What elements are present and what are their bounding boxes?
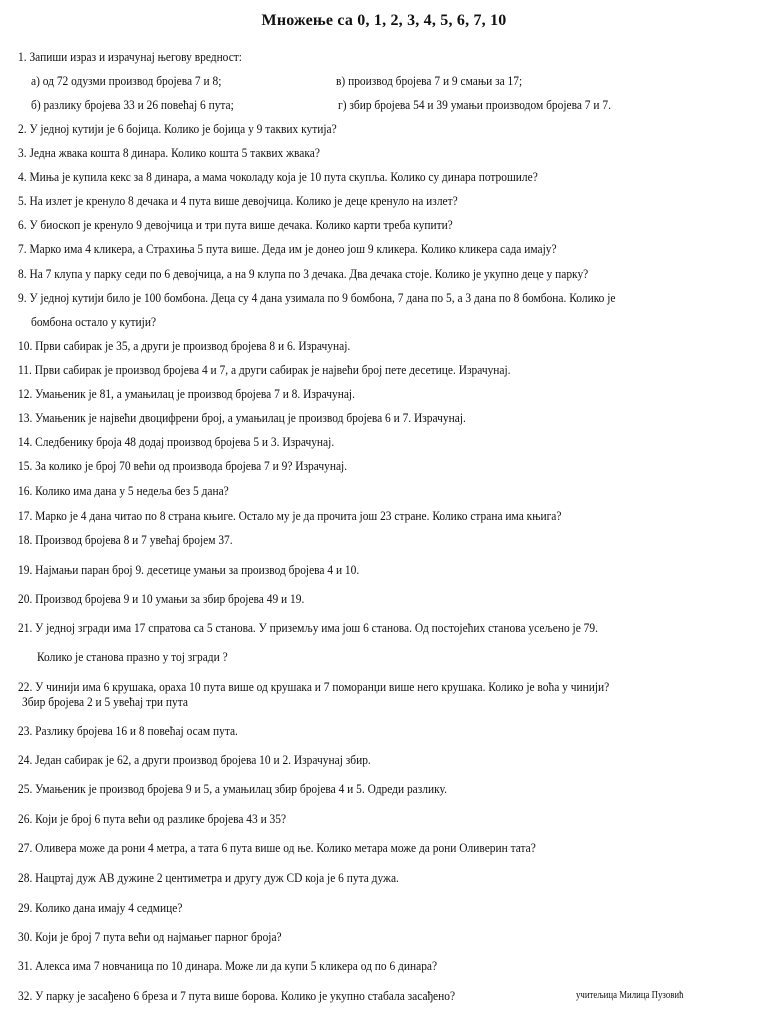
task-1v: в) производ бројева 7 и 9 смањи за 17; [336, 73, 523, 88]
task-31: 31. Алекса има 7 новчаница по 10 динара. Може ли да купи 5 кликера од по 6 динара? [18, 958, 438, 973]
task-28: 28. Нацртај дуж АВ дужине 2 центиметра и другу дуж CD која је 6 пута дужа. [18, 870, 399, 885]
task-12: 12. Умањеник је 81, а умањилац је производ бројева 7 и 8. Израчунај. [18, 386, 355, 401]
task-7: 7. Марко има 4 кликера, а Страхиња 5 пута више. Деда им је донео још 9 кликера. Колико кликера сада имају? [18, 241, 557, 256]
task-4: 4. Миња је купила кекс за 8 динара, а мама чоколаду која је 10 пута скупља. Колико су динара потрошиле? [18, 169, 538, 184]
task-9-line-2: бомбона остало у кутији? [31, 314, 157, 329]
task-25: 25. Умањеник је производ бројева 9 и 5, а умањилац збир бројева 4 и 5. Одреди разлику. [18, 781, 447, 796]
task-9-line-1: 9. У једној кутији било је 100 бомбона. Деца су 4 дана узимала по 9 бомбона, 7 дана по 5, а 3 дана по 8 бомбона. Колико је [18, 290, 616, 305]
task-1a: а) од 72 одузми производ бројева 7 и 8; [31, 73, 222, 88]
task-8: 8. На 7 клупа у парку седи по 6 девојчица, а на 9 клупа по 3 дечака. Два дечака стоје. Колико је укупно деце у парку? [18, 266, 589, 281]
task-26: 26. Који је број 6 пута већи од разлике бројева 43 и 35? [18, 811, 287, 826]
task-29: 29. Колико дана имају 4 седмице? [18, 900, 183, 915]
task-18: 18. Производ бројева 8 и 7 увећај бројем 37. [18, 532, 233, 547]
task-3: 3. Једна жвака кошта 8 динара. Колико кошта 5 таквих жвака? [18, 145, 320, 160]
task-22-line-2: Збир бројева 2 и 5 увећај три пута [22, 694, 188, 709]
task-27: 27. Оливера може да рони 4 метра, а тата 6 пута више од ње. Колико метара може да рони Оливерин тата? [18, 840, 536, 855]
task-20: 20. Производ бројева 9 и 10 умањи за збир бројева 49 и 19. [18, 591, 305, 606]
task-17: 17. Марко је 4 дана читао по 8 страна књиге. Остало му је да прочита још 23 стране. Колико страна има књига? [18, 508, 562, 523]
author-signature: учитељица Милица Пузовић [576, 990, 684, 1001]
task-1b: б) разлику бројева 33 и 26 повећај 6 пута; [31, 97, 234, 112]
task-19: 19. Најмањи паран број 9. десетице умањи за производ бројева 4 и 10. [18, 562, 360, 577]
task-14: 14. Следбенику броја 48 додај производ бројева 5 и 3. Израчунај. [18, 434, 335, 449]
task-16: 16. Колико има дана у 5 недеља без 5 дана? [18, 483, 229, 498]
task-13: 13. Умањеник је највећи двоцифрени број, а умањилац је производ бројева 6 и 7. Израчунај. [18, 410, 466, 425]
task-10: 10. Први сабирак је 35, а други је производ бројева 8 и 6. Израчунај. [18, 338, 351, 353]
task-6: 6. У биоскоп је кренуло 9 девојчица и три пута више дечака. Колико карти треба купити? [18, 217, 453, 232]
task-30: 30. Који је број 7 пута већи од најмањег парног броја? [18, 929, 282, 944]
task-32: 32. У парку је засађено 6 бреза и 7 пута више борова. Колико је укупно стабала засађено? [18, 988, 456, 1003]
task-5: 5. На излет је кренуло 8 дечака и 4 пута више девојчица. Колико је деце кренуло на излет? [18, 193, 458, 208]
task-21-line-2: Колико је станова празно у тој згради ? [37, 649, 228, 664]
task-11: 11. Први сабирак је производ бројева 4 и 7, а други сабирак је највећи број пете десетице. Израчунај. [18, 362, 511, 377]
task-2: 2. У једној кутији је 6 бојица. Колико је бојица у 9 таквих кутија? [18, 121, 337, 136]
task-22-line-1: 22. У чинији има 6 крушака, ораха 10 пута више од крушака и 7 поморанџи више него крушака. Колико је воћа у чинији? [18, 679, 610, 694]
task-24: 24. Један сабирак је 62, а други производ бројева 10 и 2. Израчунај збир. [18, 752, 371, 767]
task-1g: г) збир бројева 54 и 39 умањи производом бројева 7 и 7. [338, 97, 611, 112]
task-1: 1. Запиши израз и израчунај његову вредност: [18, 49, 242, 64]
task-23: 23. Разлику бројева 16 и 8 повећај осам пута. [18, 723, 238, 738]
task-21-line-1: 21. У једној згради има 17 спратова са 5 станова. У приземљу има још 6 станова. Од постојећих станова усељено је 79. [18, 620, 598, 635]
worksheet-title: Множење са 0, 1, 2, 3, 4, 5, 6, 7, 10 [261, 12, 507, 29]
task-15: 15. За колико је број 70 већи од производа бројева 7 и 9? Израчунај. [18, 458, 348, 473]
